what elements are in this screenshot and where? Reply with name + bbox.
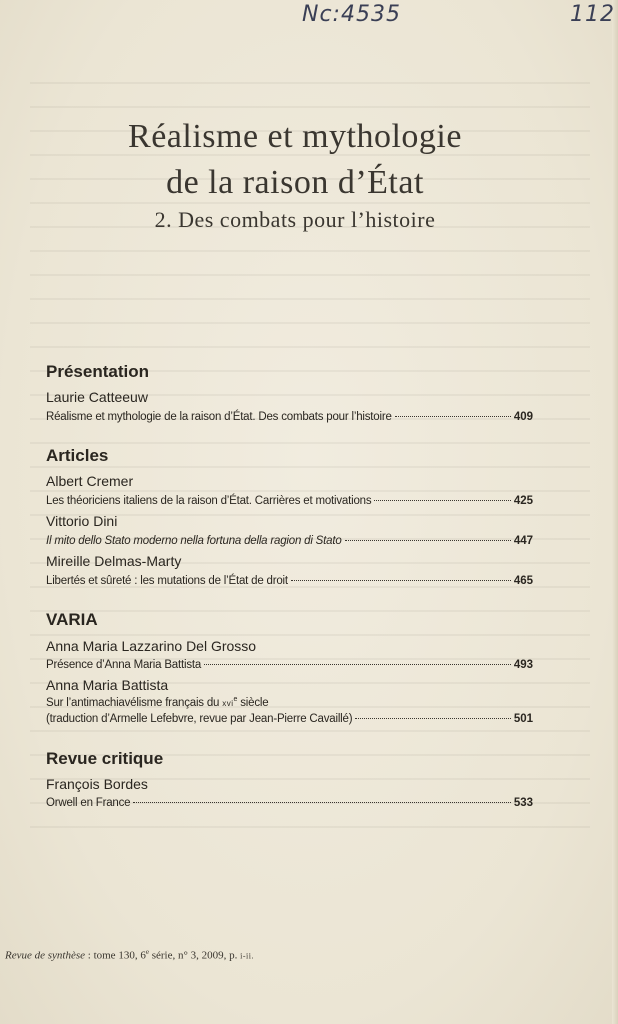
citation-footer <box>5 948 254 962</box>
toc-entry[interactable] <box>46 535 533 547</box>
toc-entry-title: Les théoriciens italiens de la raison d’État. Carrières et motivations <box>46 495 372 507</box>
toc-entry-title: Libertés et sûreté : les mutations de l’État de droit <box>46 575 288 587</box>
section-heading-revue-critique: Revue critique <box>46 749 164 768</box>
toc-author: Vittorio Dini <box>46 513 118 529</box>
toc-entry-page: 447 <box>513 535 533 547</box>
citation-pages: i-ii. <box>240 951 254 961</box>
toc-entry-page: 493 <box>513 659 533 671</box>
toc-entry-page: 533 <box>513 797 533 809</box>
toc-entry-title: Présence d’Anna Maria Battista <box>46 659 202 671</box>
toc-entry[interactable] <box>46 713 533 725</box>
page-title-line-2: de la raison d’État <box>166 164 424 201</box>
dot-leader <box>345 540 511 541</box>
dot-leader <box>374 500 510 501</box>
toc-entry-title-line-2: (traduction d’Armelle Lefebvre, revue par Jean-Pierre Cavaillé) <box>46 713 353 725</box>
toc-author: Albert Cremer <box>46 473 134 489</box>
toc-entry-page: 501 <box>513 713 533 725</box>
toc-author: Anna Maria Lazzarino Del Grosso <box>46 638 257 654</box>
page-subtitle: 2. Des combats pour l’histoire <box>154 207 436 232</box>
toc-entry[interactable] <box>46 411 533 423</box>
toc-entry-title: Orwell en France <box>46 797 131 809</box>
section-heading-varia: VARIA <box>46 610 98 629</box>
title-text: Sur l’antimachiavélisme français du <box>46 696 223 709</box>
dot-leader <box>133 802 510 803</box>
citation-rest: série, n° 3, 2009, p. <box>148 949 241 962</box>
handwritten-accession-number: Nc:4535 <box>302 2 401 27</box>
toc-entry-title: Réalisme et mythologie de la raison d’État. Des combats pour l’histoire <box>46 411 392 423</box>
century-superscript: e <box>233 696 238 703</box>
toc-entry-title: Il mito dello Stato moderno nella fortuna della ragion di Stato <box>46 535 342 547</box>
dot-leader <box>355 718 510 719</box>
dot-leader <box>395 416 511 417</box>
handwritten-folio-number: 112 <box>570 2 615 27</box>
toc-entry-title-line-1 <box>46 696 268 709</box>
page-edge <box>612 0 618 1024</box>
page-title-line-1: Réalisme et mythologie <box>128 118 462 155</box>
journal-name: Revue de synthèse <box>5 949 86 962</box>
toc-author: Mireille Delmas-Marty <box>46 553 182 569</box>
toc-entry-page: 465 <box>513 575 533 587</box>
toc-entry-page: 425 <box>513 495 533 507</box>
dot-leader <box>291 580 511 581</box>
toc-entry[interactable] <box>46 797 533 809</box>
dot-leader <box>204 664 511 665</box>
century-small-caps: xvi <box>222 698 234 708</box>
toc-entry[interactable] <box>46 495 533 507</box>
citation-tome: : tome 130, 6 <box>85 949 146 962</box>
toc-entry-page: 409 <box>513 411 533 423</box>
citation-superscript: e <box>145 948 149 956</box>
toc-author: Laurie Catteeuw <box>46 389 148 405</box>
title-text: siècle <box>237 696 269 709</box>
toc-author: François Bordes <box>46 776 148 792</box>
section-heading-presentation: Présentation <box>46 362 149 381</box>
toc-entry[interactable] <box>46 575 533 587</box>
toc-entry[interactable] <box>46 659 533 671</box>
toc-author: Anna Maria Battista <box>46 677 169 693</box>
section-heading-articles: Articles <box>46 446 109 465</box>
